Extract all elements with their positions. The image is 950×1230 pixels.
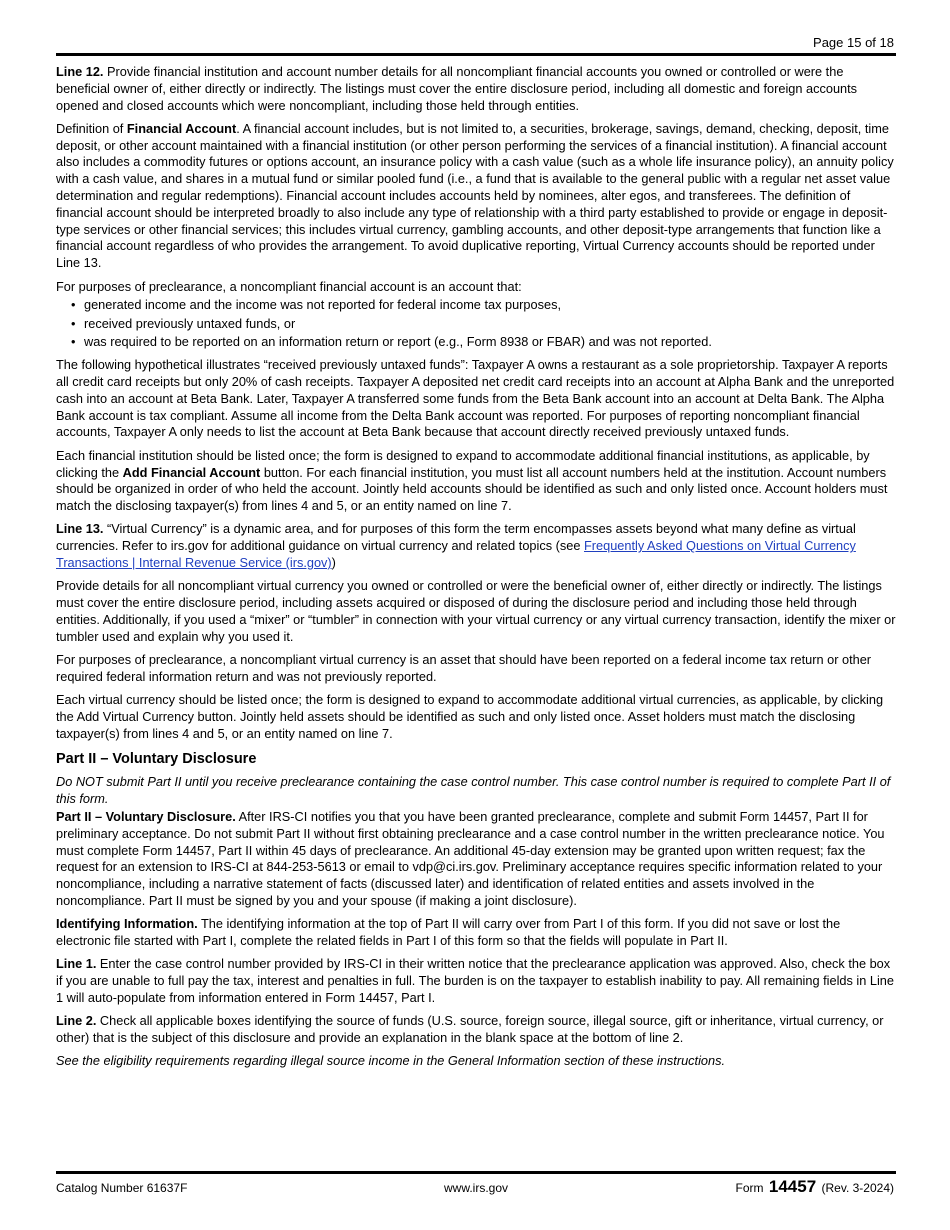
website: www.irs.gov: [443, 1181, 508, 1195]
definition-text: . A financial account includes, but is not limited to, a securities, brokerage, savings, demand, checking, deposit, time deposit, or other account maintained with a financial institution (or other person performing the services of a financial institution). A financial account also includes a commodity futures or options account, an insurance policy with a cash value (such as a whole life insurance policy), an annuity policy with a cash value, and shares in a mutual fund or similar pooled fund (i.e., a fund that is available to the general public with a regular net asset value determination and regular redemptions). Financial account includes accounts held by nominees, alter egos, and transferees. The definition of financial account should be interpreted broadly to also include any type of relationship with a third party established to provide or engage in deposit-type services or other financial services; this includes virtual currency, gambling accounts, and other deposit-type arrangements that function like a financial account regardless of who provides the arrangement. To avoid duplicative reporting, Virtual Currency accounts should be reported under Line 13.: [56, 120, 894, 271]
virtual-currency-faq-link[interactable]: Frequently Asked Questions on Virtual Currency Transactions | Internal Revenue Service (irs.gov): [56, 538, 856, 571]
add-financial-account-term: Add Financial Account: [122, 464, 261, 480]
part-2-warning: Do NOT submit Part II until you receive preclearance containing the case control number. This case control number is required to complete Part II of this form.: [56, 774, 891, 807]
list-item: • received previously untaxed funds, or: [56, 316, 896, 333]
hypothetical-paragraph: The following hypothetical illustrates “received previously untaxed funds”: Taxpayer A owns a restaurant as a sole proprietorship. Taxpayer A reports all credit card receipts but only 20% of cash receipts. Taxpayer A deposited net credit card receipts into an account at Alpha Bank and the unreported cash into an account at Beta Bank. Later, Taxpayer A transferred some funds from the Beta Bank account into an account at Delta Bank. The Alpha Bank account is tax compliant. Assume all income from the Delta Bank account was reported. For purposes of reporting noncompliant financial accounts, Taxpayer A only needs to list the account at Beta Bank because that account directly received previously untaxed funds.: [56, 357, 895, 440]
definition-term: Financial Account: [126, 120, 237, 136]
identifying-text: The identifying information at the top of Part II will carry over from Part I of this form. If you did not save or lost the electronic file started with Part I, complete the related fields in Part I of this form so that the fields will populate in Part II.: [56, 916, 841, 949]
form-prefix: Form: [735, 1181, 764, 1195]
line-2-paragraph: [56, 1013, 896, 1047]
line-1-paragraph: [56, 956, 896, 1006]
identifying-label: Identifying Information.: [56, 916, 198, 932]
instructions-body: [56, 64, 896, 1077]
line-12-paragraph: [56, 64, 896, 114]
identifying-information-paragraph: [56, 916, 896, 950]
financial-account-definition: [56, 121, 896, 272]
each-institution-paragraph: [56, 448, 896, 515]
page-header: [56, 0, 896, 58]
page-footer: [56, 1168, 896, 1208]
line-2-label: Line 2.: [56, 1013, 97, 1029]
form-revision: (Rev. 3-2024): [821, 1181, 894, 1195]
part-2-label: Part II – Voluntary Disclosure.: [56, 809, 236, 825]
noncompliant-account-intro: For purposes of preclearance, a noncompliant financial account is an account that:: [56, 278, 522, 294]
line-13-close: ): [331, 555, 336, 571]
line-12-text: Provide financial institution and account number details for all noncompliant financial accounts you owned or controlled or were the beneficial owner of, either directly or indirectly. The listings must cover the entire disclosure period, including all domestic and foreign accounts opened and closed accounts which were noncompliant, including those held through entities.: [56, 64, 858, 113]
line-13-label: Line 13.: [56, 521, 104, 537]
line-13-paragraph: [56, 521, 896, 571]
each-institution-after: button. For each financial institution, you must list all account numbers held at the institution. Account numbers should be organized in order of who held the account. Jointly held accounts should be identified as such and only listed once. Account holders must match the disclosing taxpayer(s) from lines 4 and 5, or an entity named on line 7.: [56, 464, 888, 514]
each-institution-before: Each financial institution should be listed once; the form is designed to expand to accommodate additional financial institutions, as applicable, by clicking the: [56, 447, 870, 480]
line-12-label: Line 12.: [56, 64, 104, 79]
part-2-text: After IRS-CI notifies you that you have been granted preclearance, complete and submit Form 14457, Part II for preliminary acceptance. Do not submit Part II without first obtaining preclearance and a case control number in the written preclearance notice. You must complete Form 14457, Part II within 45 days of preclearance. An additional 45-day extension may be granted upon written request; fax the request for an extension to IRS-CI at 844-253-5613 or email to vdp@ci.irs.gov. Preliminary acceptance requires specific information related to your noncompliance, including a narrative statement of facts (discussed later) and identification of related entities and assets involved in the noncompliance. Part II must be signed by you and your spouse (if making a joint disclosure).: [56, 809, 885, 909]
page-number: Page 15 of 18: [813, 35, 894, 50]
part-2-paragraph: [56, 809, 896, 910]
line-13-text: “Virtual Currency” is a dynamic area, and for purposes of this form the term encompasses assets beyond what many define as virtual currencies. Refer to irs.gov for additional guidance on virtual currency and related topics (see: [56, 521, 856, 554]
list-item: • was required to be reported on an information return or report (e.g., Form 8938 or FBAR) and was not reported.: [56, 334, 896, 351]
line-1-text: Enter the case control number provided by IRS-CI in their written notice that the preclearance application was approved. Also, check the box if you are unable to full pay the tax, interest and penalties in full. The burden is on the taxpayer to establish inability to pay. All remaining fields in Line 1 will auto-populate from information entered in Form 14457, Part I.: [56, 956, 894, 1006]
virtual-currency-preclearance-paragraph: For purposes of preclearance, a noncompliant virtual currency is an asset that should have been reported on a federal income tax return or other required federal information return and was not previously reported.: [56, 652, 872, 684]
eligibility-note: See the eligibility requirements regarding illegal source income in the General Information section of these instructions.: [56, 1053, 726, 1069]
list-item: • generated income and the income was not reported for federal income tax purposes,: [56, 297, 896, 314]
virtual-currency-details-paragraph: Provide details for all noncompliant virtual currency you owned or controlled or were the beneficial owner of, either directly or indirectly. The listings must cover the entire disclosure period, including assets acquired or disposed of during the disclosure period and including those held through entities. Additionally, if you used a “mixer” or “tumbler” in connection with your virtual currency or any virtual currency transaction, identify the mixer or tumbler used and explain why you used it.: [56, 578, 896, 644]
definition-prefix: Definition of: [56, 120, 127, 136]
footer-rule: [56, 1171, 896, 1174]
catalog-number: Catalog Number 61637F: [56, 1181, 188, 1195]
part-2-heading: Part II – Voluntary Disclosure: [56, 751, 257, 768]
line-1-label: Line 1.: [56, 956, 97, 972]
line-2-text: Check all applicable boxes identifying the source of funds (U.S. source, foreign source, illegal source, gift or inheritance, virtual currency, or other) that is the subject of this disclosure and provide an explanation in the blank space at the bottom of line 2.: [56, 1013, 884, 1046]
header-rule: [56, 53, 896, 56]
noncompliant-account-list: [56, 297, 896, 350]
form-identifier: [736, 1177, 894, 1197]
form-number: 14457: [768, 1177, 817, 1196]
virtual-currency-each-paragraph: Each virtual currency should be listed once; the form is designed to expand to accommodate additional virtual currencies, as applicable, by clicking the Add Virtual Currency button. Jointly held assets should be identified as such and only listed once. Asset holders must match the disclosing taxpayer(s) from lines 4 and 5, or an entity named on line 7.: [56, 692, 884, 741]
